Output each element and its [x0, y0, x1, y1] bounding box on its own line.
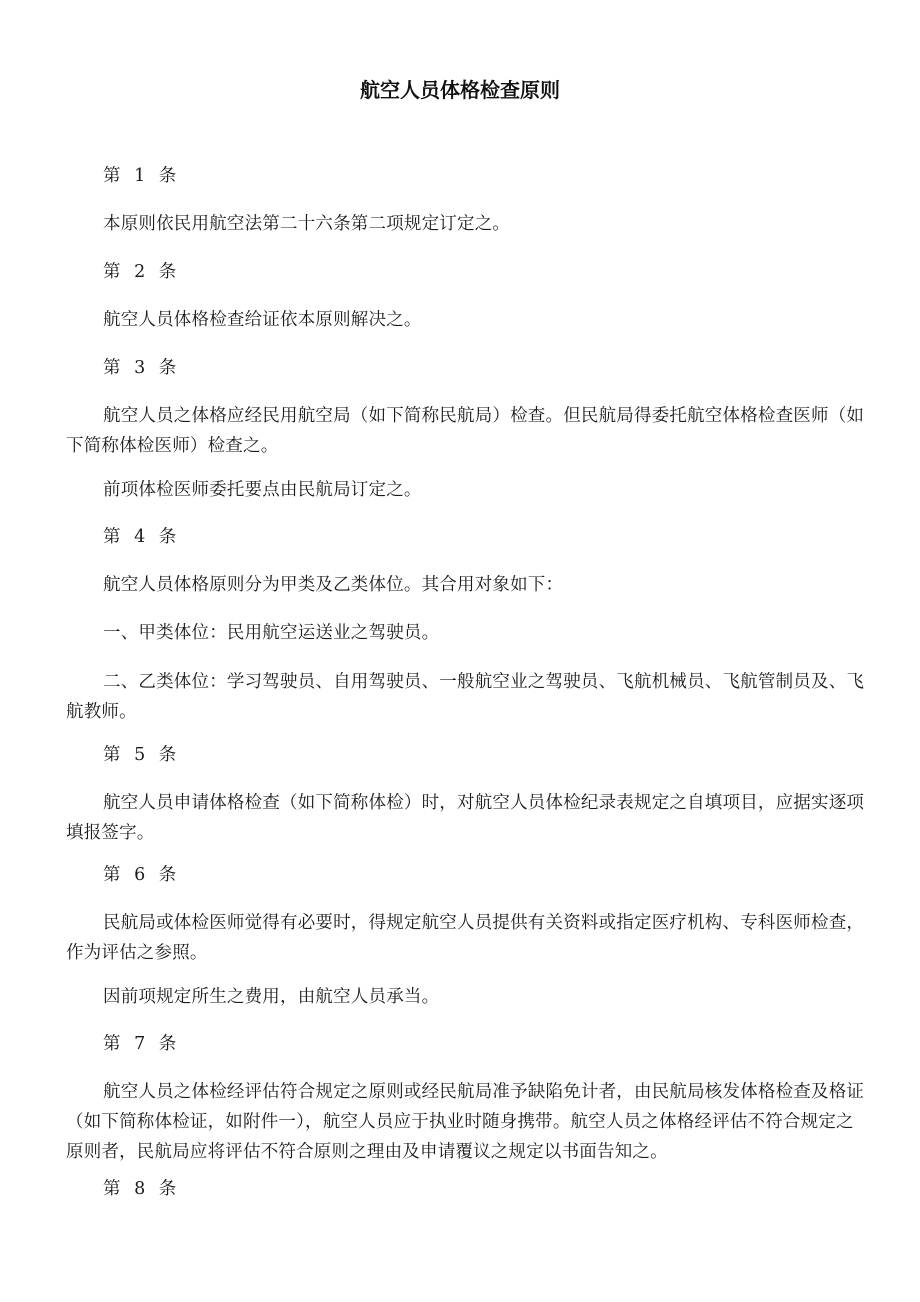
article-2-heading: 第 2 条: [103, 262, 181, 282]
article-5-heading: 第 5 条: [103, 745, 181, 765]
article-1-heading: 第 1 条: [103, 166, 181, 186]
article-6-text-2: 因前项规定所生之费用，由航空人员承当。: [103, 987, 440, 1007]
article-4-text: 航空人员体格原则分为甲类及乙类体位。其合用对象如下：: [103, 575, 564, 595]
article-4-item-2: 二、乙类体位：学习驾驶员、自用驾驶员、一般航空业之驾驶员、飞航机械员、飞航管制员及、飞航教师。: [66, 672, 865, 722]
article-3-text: 航空人员之体格应经民用航空局（如下简称民航局）检查。但民航局得委托航空体格检查医师（如下简称体检医师）检查之。: [66, 406, 865, 456]
article-6-text: 民航局或体检医师觉得有必要时，得规定航空人员提供有关资料或指定医疗机构、专科医师检查，作为评估之参照。: [66, 913, 865, 963]
article-1-text: 本原则依民用航空法第二十六条第二项规定订定之。: [103, 214, 511, 234]
article-2-text: 航空人员体格检查给证依本原则解决之。: [103, 310, 422, 330]
article-7-text: 航空人员之体检经评估符合规定之原则或经民航局准予缺陷免计者，由民航局核发体格检查及格证（如下简称体检证，如附件一），航空人员应于执业时随身携带。航空人员之体格经评估不符合规定之原则者，民航局应将评估不符合原则之理由及申请覆议之规定以书面告知之。: [66, 1082, 865, 1162]
article-5-text: 航空人员申请体格检查（如下简称体检）时，对航空人员体检纪录表规定之自填项目，应据实逐项填报签字。: [66, 793, 865, 843]
article-6-heading: 第 6 条: [103, 865, 181, 885]
article-4-heading: 第 4 条: [103, 527, 181, 547]
article-4-item-1: 一、甲类体位：民用航空运送业之驾驶员。: [103, 623, 440, 643]
document-title: 航空人员体格检查原则: [360, 78, 560, 102]
article-8-heading: 第 8 条: [103, 1179, 181, 1199]
article-3-text-2: 前项体检医师委托要点由民航局订定之。: [103, 480, 422, 500]
article-3-heading: 第 3 条: [103, 358, 181, 378]
article-7-heading: 第 7 条: [103, 1034, 181, 1054]
